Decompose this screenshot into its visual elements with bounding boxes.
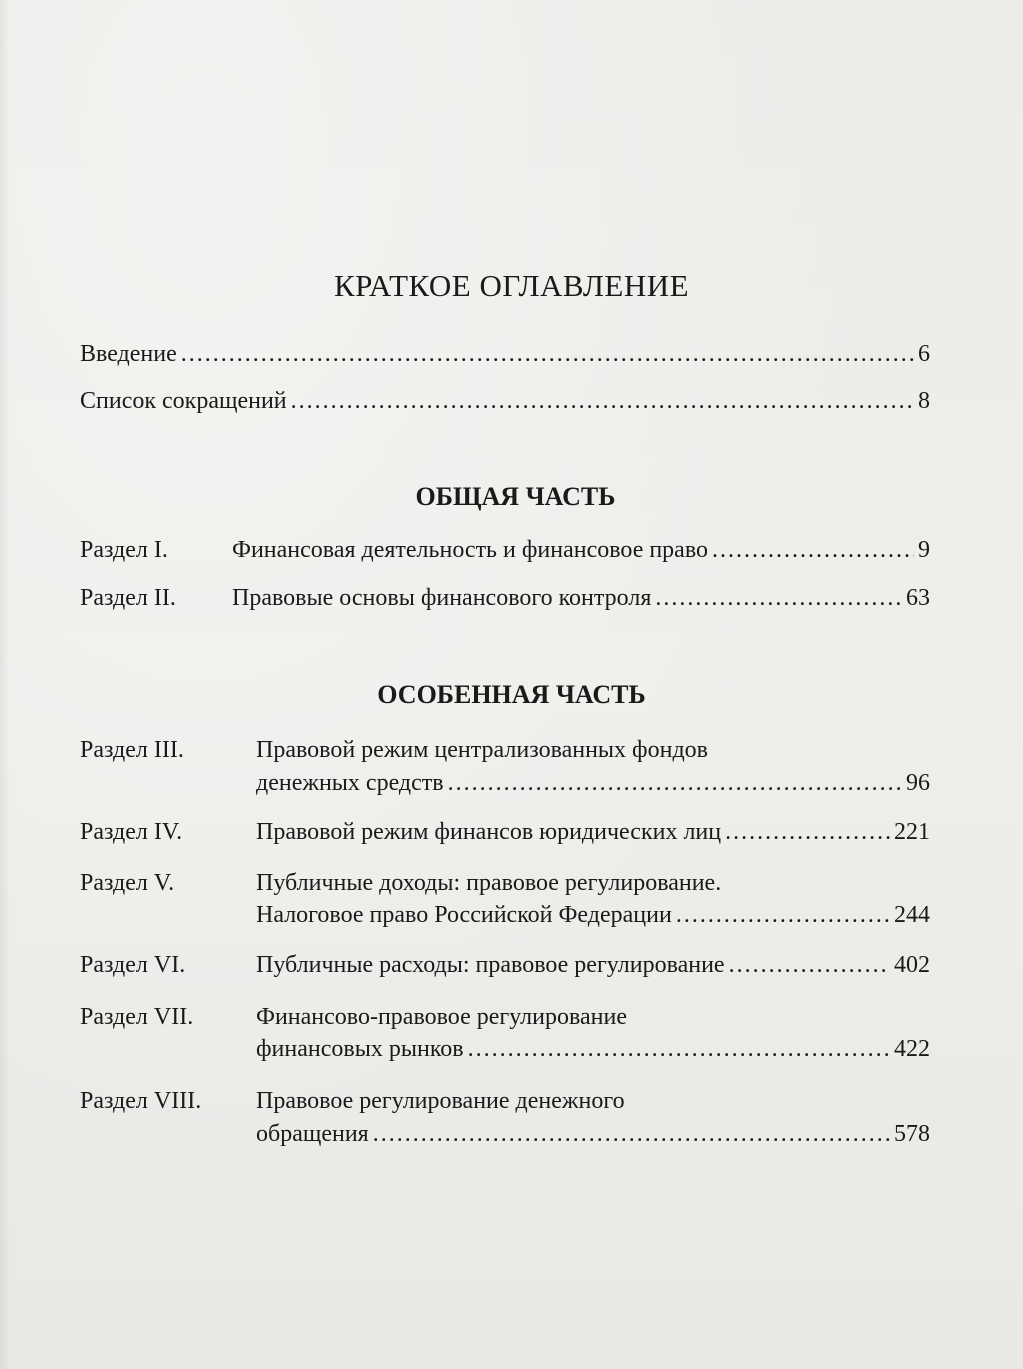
toc-entry-page: 8	[918, 388, 930, 414]
section-label: Раздел III.	[80, 737, 184, 763]
special-part-heading: ОСОБЕННАЯ ЧАСТЬ	[377, 680, 646, 709]
dot-leader	[655, 581, 902, 615]
section-label: Раздел VIII.	[80, 1088, 202, 1114]
dot-leader	[181, 337, 914, 371]
toc-entry-page: 9	[918, 537, 930, 563]
toc-entry-title-line: Публичные доходы: правовое регулирование.	[256, 870, 722, 896]
section-label: Раздел VI.	[80, 952, 186, 978]
toc-entry-section-4[interactable]	[256, 815, 930, 849]
toc-entry-title: Введение	[80, 341, 177, 367]
toc-entry-title: денежных средств	[256, 770, 444, 796]
toc-entry-section-5[interactable]	[256, 898, 930, 932]
toc-entry-title: Налоговое право Российской Федерации	[256, 902, 672, 928]
toc-entry-title: Финансовая деятельность и финансовое право	[232, 537, 709, 563]
general-part-heading: ОБЩАЯ ЧАСТЬ	[415, 482, 616, 511]
dot-leader	[676, 898, 890, 932]
section-label: Раздел II.	[80, 585, 176, 611]
toc-entry-page: 578	[894, 1121, 930, 1147]
dot-leader	[448, 766, 902, 800]
toc-entry-page: 6	[918, 341, 930, 367]
toc-entry-page: 402	[894, 952, 930, 978]
toc-entry-section-7[interactable]	[256, 1032, 930, 1066]
dot-leader	[729, 948, 890, 982]
toc-entry-title: финансовых рынков	[256, 1036, 464, 1062]
page-title: КРАТКОЕ ОГЛАВЛЕНИЕ	[333, 268, 690, 303]
dot-leader	[373, 1117, 890, 1151]
toc-entry-page: 221	[894, 819, 930, 845]
section-label: Раздел VII.	[80, 1004, 194, 1030]
dot-leader	[712, 533, 914, 567]
toc-entry-title-line: Финансово-правовое регулирование	[256, 1004, 628, 1030]
toc-entry-introduction[interactable]	[80, 337, 930, 371]
toc-entry-section-3[interactable]	[256, 766, 930, 800]
toc-entry-title-line: Правовой режим централизованных фондов	[256, 737, 708, 763]
toc-entry-title-line: Правовое регулирование денежного	[256, 1088, 625, 1114]
toc-entry-title: Публичные расходы: правовое регулирование	[256, 952, 725, 978]
toc-entry-section-2[interactable]	[232, 581, 930, 615]
toc-entry-title: Правовой режим финансов юридических лиц	[256, 819, 722, 845]
toc-entry-page: 96	[906, 770, 930, 796]
toc-entry-title: Правовые основы финансового контроля	[232, 585, 652, 611]
dot-leader	[468, 1032, 890, 1066]
toc-entry-title: Список сокращений	[80, 388, 287, 414]
toc-entry-section-8[interactable]	[256, 1117, 930, 1151]
section-label: Раздел I.	[80, 537, 168, 563]
toc-entry-section-6[interactable]	[256, 948, 930, 982]
toc-entry-page: 244	[894, 902, 930, 928]
section-label: Раздел IV.	[80, 819, 183, 845]
toc-entry-abbreviations[interactable]	[80, 384, 930, 418]
toc-entry-page: 422	[894, 1036, 930, 1062]
section-label: Раздел V.	[80, 870, 175, 896]
dot-leader	[291, 384, 914, 418]
toc-entry-section-1[interactable]	[232, 533, 930, 567]
toc-entry-title: обращения	[256, 1121, 369, 1147]
dot-leader	[725, 815, 890, 849]
toc-entry-page: 63	[906, 585, 930, 611]
